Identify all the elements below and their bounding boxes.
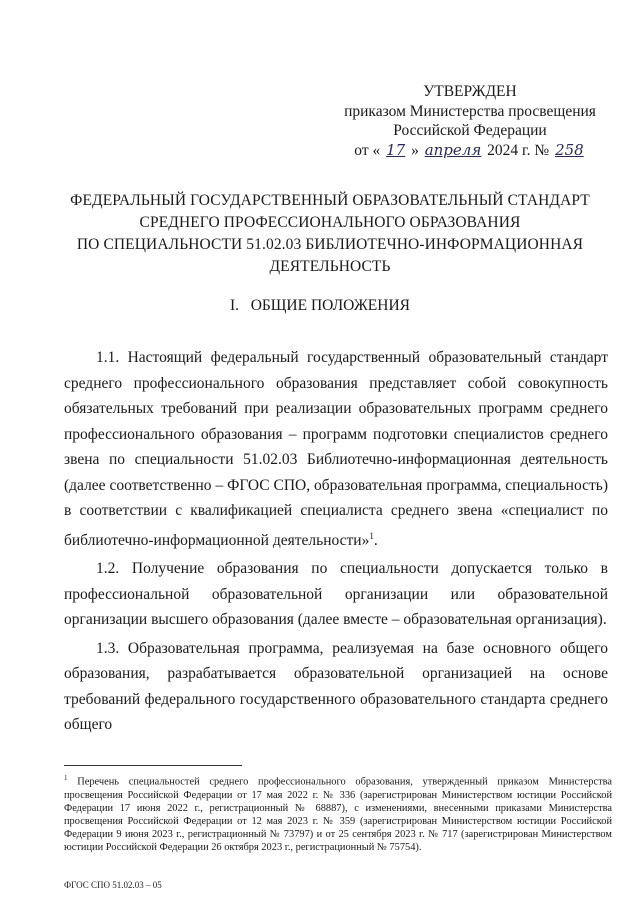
date-day-handwritten: 17 bbox=[386, 141, 406, 159]
approval-order-line: приказом Министерства просвещения bbox=[344, 103, 596, 120]
footnote-text: Перечень специальностей среднего профессионального образования, утвержденный приказом Министерства просвещения Российской Федерации от 17 мая 2022 г. № 336 (зарегистрирован Министерством юстиции Российской Федерации 17 июня 2022 г., регистрационный № 68887), с изменениями, внесенными приказами Министерства просвещения Российской Федерации от 12 мая 2023 г. № 359 (зарегистрирован Министерством юстиции Российской Федерации 9 июня 2023 г., регистрационный № 73797) и от 25 сентября 2023 г. № 717 (зарегистрирован Министерством юстиции Российской Федерации 26 октября 2023 г., регистрационный № 75754). bbox=[64, 776, 612, 854]
paragraph-1-2: 1.2. Получение образования по специальности допускается только в профессиональной образовательной организации или образовательной организации высшего образования (далее вместе – образовательная организация). bbox=[64, 560, 608, 629]
title-line-3: ПО СПЕЦИАЛЬНОСТИ 51.02.03 БИБЛИОТЕЧНО-ИНФОРМАЦИОННАЯ bbox=[76, 236, 584, 253]
footnote-separator bbox=[64, 765, 242, 766]
order-number-handwritten: 258 bbox=[555, 141, 584, 159]
section-title: ОБЩИЕ ПОЛОЖЕНИЯ bbox=[250, 297, 410, 314]
section-number: I. bbox=[230, 297, 240, 314]
footnote-marker: 1 bbox=[64, 774, 68, 782]
section-heading bbox=[0, 297, 640, 315]
approval-country-line: Российской Федерации bbox=[393, 122, 547, 139]
date-year-part: 2024 г. № bbox=[487, 142, 550, 159]
date-mid: » bbox=[411, 142, 419, 159]
approval-date-line bbox=[335, 141, 605, 160]
date-month-handwritten: апреля bbox=[424, 141, 482, 159]
page-footer-code: ФГОС СПО 51.02.03 – 05 bbox=[64, 880, 162, 890]
footnote bbox=[64, 772, 612, 855]
footnote-ref-1: 1 bbox=[369, 530, 374, 541]
paragraph-1-1 bbox=[64, 345, 608, 553]
document-title bbox=[60, 190, 600, 278]
document-body bbox=[64, 345, 608, 741]
approval-word: УТВЕРЖДЕН bbox=[423, 83, 517, 100]
approval-block bbox=[335, 82, 605, 160]
paragraph-1-1-text: 1.1. Настоящий федеральный государственный образовательный стандарт среднего профессионального образования представляет собой совокупность обязательных требований при реализации образовательных программ среднего профессионального образования – программ подготовки специалистов среднего звена по специальности 51.02.03 Библиотечно-информационная деятельность (далее соответственно – ФГОС СПО, образовательная программа, специальность) в соответствии с квалификацией специалиста среднего звена «специалист по библиотечно-информационной деятельности» bbox=[64, 349, 608, 549]
date-prefix: от « bbox=[354, 142, 381, 159]
title-line-4: ДЕЯТЕЛЬНОСТЬ bbox=[269, 258, 391, 275]
title-line-1: ФЕДЕРАЛЬНЫЙ ГОСУДАРСТВЕННЫЙ ОБРАЗОВАТЕЛЬНЫЙ СТАНДАРТ bbox=[70, 192, 590, 209]
paragraph-1-1-end: . bbox=[373, 531, 378, 549]
title-line-2: СРЕДНЕГО ПРОФЕССИОНАЛЬНОГО ОБРАЗОВАНИЯ bbox=[139, 214, 521, 231]
paragraph-1-3: 1.3. Образовательная программа, реализуемая на базе основного общего образования, разрабатывается образовательной организацией на основе требований федерального государственного образовательного стандарта среднего общего bbox=[64, 639, 608, 734]
